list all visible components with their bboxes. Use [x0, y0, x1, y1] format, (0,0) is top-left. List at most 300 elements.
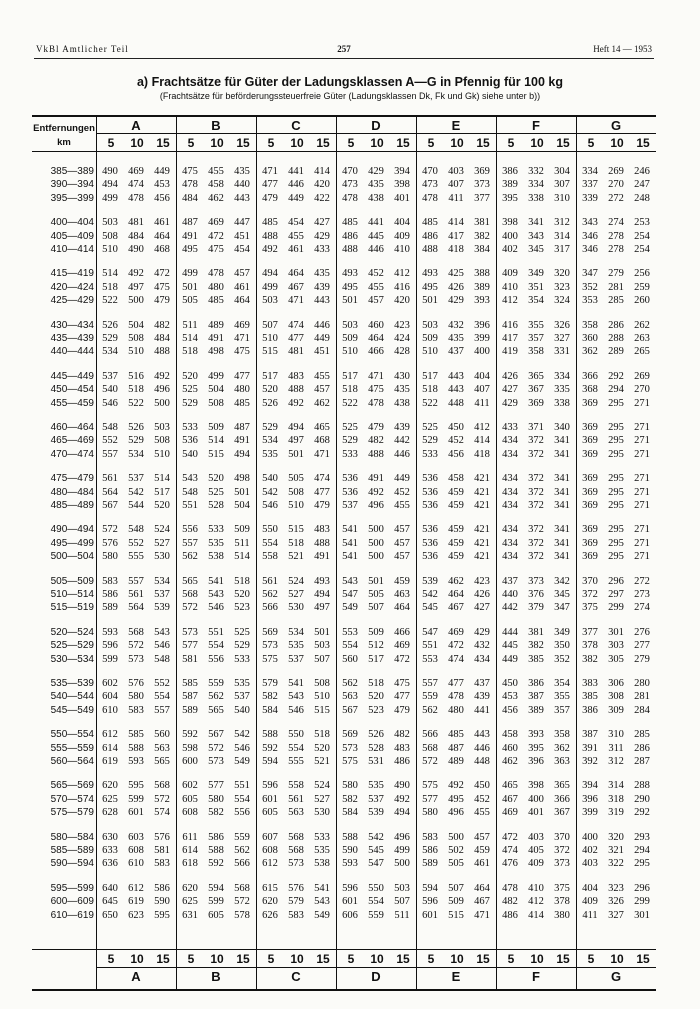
rate-value: 449 — [288, 192, 304, 204]
rate-value: 626 — [262, 909, 278, 921]
rate-value: 271 — [634, 422, 650, 433]
rate-value: 421 — [474, 500, 490, 511]
rate-value: 459 — [448, 500, 464, 511]
rate-value: 494 — [394, 807, 410, 819]
rate-value: 551 — [234, 780, 250, 792]
rate-value: 271 — [634, 397, 650, 409]
rate-value: 615 — [262, 882, 278, 894]
rate-value: 620 — [102, 780, 118, 792]
rate-value: 322 — [608, 858, 624, 870]
rate-value: 509 — [422, 333, 438, 344]
rate-value: 517 — [368, 653, 384, 665]
rate-value: 599 — [128, 793, 144, 805]
rate-value: 312 — [608, 756, 624, 767]
distance-range: 470—474 — [50, 448, 94, 460]
rate-value: 421 — [474, 537, 490, 549]
rate-value: 495 — [422, 281, 438, 293]
rate-value: 340 — [554, 422, 570, 433]
rate-value: 497 — [128, 281, 144, 293]
rate-value: 501 — [342, 295, 358, 307]
rate-value: 605 — [208, 909, 224, 921]
zone-label: 10 — [130, 952, 144, 966]
rate-value: 533 — [342, 448, 358, 460]
rate-value: 509 — [208, 422, 224, 433]
rate-value: 434 — [502, 448, 518, 460]
rate-value: 601 — [262, 793, 278, 805]
rate-value: 569 — [342, 729, 358, 741]
rate-value: 292 — [634, 807, 650, 819]
header-divider — [96, 133, 656, 134]
rate-value: 463 — [394, 589, 410, 600]
page-title: a) Frachtsätze für Güter der Ladungsklassen A—G in Pfennig für 100 kg — [136, 75, 564, 89]
rate-value: 323 — [608, 882, 624, 894]
rate-value: 515 — [448, 909, 464, 921]
rate-value: 457 — [394, 524, 410, 536]
rate-value: 391 — [582, 742, 598, 754]
rate-value: 486 — [502, 909, 518, 921]
distance-range: 430—434 — [50, 319, 94, 331]
rate-value: 628 — [102, 807, 118, 819]
rate-value: 443 — [234, 192, 250, 204]
rate-value: 479 — [314, 500, 330, 511]
rate-value: 540 — [234, 704, 250, 716]
rate-value: 485 — [448, 729, 464, 741]
zone-label: 10 — [530, 952, 544, 966]
rate-value: 551 — [422, 640, 438, 652]
rate-value: 483 — [394, 742, 410, 754]
rate-value: 579 — [262, 678, 278, 689]
rate-value: 520 — [182, 370, 198, 382]
rate-value: 389 — [502, 179, 518, 191]
rate-value: 393 — [528, 729, 544, 741]
rate-value: 575 — [262, 653, 278, 665]
rate-value: 537 — [128, 473, 144, 485]
rate-value: 562 — [182, 551, 198, 563]
rate-value: 482 — [502, 896, 518, 908]
rate-value: 396 — [582, 793, 598, 805]
rate-value: 429 — [448, 295, 464, 307]
zone-label: 15 — [236, 136, 250, 150]
rate-value: 505 — [368, 589, 384, 600]
rate-value: 434 — [502, 486, 518, 498]
zone-label: 5 — [587, 136, 595, 150]
rate-value: 575 — [422, 780, 438, 792]
rate-value: 345 — [528, 244, 544, 255]
rate-value: 479 — [154, 295, 170, 307]
rate-value: 504 — [128, 319, 144, 331]
rate-value: 479 — [262, 192, 278, 204]
rate-value: 517 — [262, 370, 278, 382]
rate-value: 501 — [288, 448, 304, 460]
rate-value: 509 — [448, 896, 464, 908]
rate-value: 595 — [154, 909, 170, 921]
rate-value: 369 — [582, 473, 598, 485]
rate-value: 503 — [342, 319, 358, 331]
rate-value: 465 — [502, 780, 518, 792]
distance-range: 450—454 — [50, 384, 94, 396]
rate-value: 614 — [182, 845, 198, 856]
rate-value: 533 — [208, 524, 224, 536]
rate-value: 557 — [182, 537, 198, 549]
rate-value: 459 — [394, 575, 410, 587]
rate-value: 455 — [208, 166, 224, 177]
rate-value: 525 — [182, 384, 198, 396]
rate-value: 572 — [154, 793, 170, 805]
rate-value: 449 — [314, 333, 330, 344]
rate-value: 536 — [422, 486, 438, 498]
rate-value: 530 — [154, 551, 170, 563]
rate-value: 276 — [634, 626, 650, 638]
rate-value: 306 — [608, 678, 624, 689]
zone-label: 10 — [210, 136, 224, 150]
class-footer-F: F — [532, 969, 540, 984]
rate-value: 387 — [528, 691, 544, 703]
zone-label: 10 — [370, 952, 384, 966]
rate-value: 541 — [342, 551, 358, 563]
rate-value: 410 — [394, 244, 410, 255]
rate-value: 520 — [262, 384, 278, 396]
rate-value: 585 — [182, 678, 198, 689]
rate-value: 488 — [422, 244, 438, 255]
zone-label: 15 — [396, 952, 410, 966]
rate-value: 541 — [342, 537, 358, 549]
rate-value: 511 — [234, 537, 250, 549]
rate-value: 260 — [634, 295, 650, 307]
rate-value: 271 — [634, 500, 650, 511]
rate-value: 346 — [582, 230, 598, 242]
rate-value: 392 — [582, 756, 598, 767]
rate-value: 501 — [182, 281, 198, 293]
rate-value: 486 — [342, 230, 358, 242]
zone-label: 5 — [107, 136, 115, 150]
rate-value: 499 — [182, 268, 198, 280]
rate-value: 527 — [288, 589, 304, 600]
rate-value: 450 — [474, 780, 490, 792]
table-row — [32, 729, 656, 742]
rate-value: 460 — [502, 742, 518, 754]
rate-value: 369 — [582, 551, 598, 563]
rate-value: 540 — [102, 384, 118, 396]
rate-value: 518 — [288, 537, 304, 549]
rate-value: 565 — [154, 756, 170, 767]
class-header-F: F — [532, 118, 540, 133]
distance-range: 575—579 — [50, 807, 94, 819]
rate-value: 568 — [288, 845, 304, 856]
rate-value: 501 — [368, 575, 384, 587]
km-header: Entfernungen — [33, 123, 95, 134]
rate-value: 569 — [262, 626, 278, 638]
table-row — [32, 473, 656, 486]
rate-value: 460 — [368, 319, 384, 331]
rate-value: 324 — [554, 295, 570, 307]
rate-value: 608 — [262, 845, 278, 856]
table-row — [32, 371, 656, 384]
rate-value: 429 — [474, 626, 490, 638]
rate-value: 285 — [608, 295, 624, 307]
rate-value: 478 — [342, 192, 358, 204]
rate-value: 284 — [634, 704, 650, 716]
rate-value: 381 — [528, 626, 544, 638]
distance-range: 580—584 — [50, 831, 94, 843]
zone-label: 5 — [187, 952, 195, 966]
rate-value: 508 — [314, 678, 330, 689]
rate-value: 520 — [208, 473, 224, 485]
rate-value: 457 — [314, 384, 330, 396]
rate-value: 541 — [288, 678, 304, 689]
rate-value: 492 — [288, 397, 304, 409]
rate-value: 271 — [634, 435, 650, 447]
table-row — [32, 268, 656, 281]
rate-value: 369 — [474, 166, 490, 177]
class-footer-B: B — [211, 969, 221, 984]
rate-value: 558 — [262, 551, 278, 563]
rate-value: 500 — [128, 295, 144, 307]
rate-value: 286 — [634, 742, 650, 754]
rate-value: 518 — [342, 384, 358, 396]
rate-value: 499 — [394, 845, 410, 856]
rate-value: 400 — [474, 346, 490, 358]
rate-value: 314 — [608, 780, 624, 792]
rate-value: 443 — [448, 384, 464, 396]
rate-value: 474 — [288, 319, 304, 331]
rate-value: 386 — [528, 678, 544, 689]
rate-value: 592 — [182, 729, 198, 741]
rate-value: 475 — [182, 166, 198, 177]
rate-value: 588 — [342, 831, 358, 843]
rate-value: 440 — [234, 179, 250, 191]
rate-value: 515 — [314, 704, 330, 716]
distance-range: 510—514 — [50, 589, 94, 600]
rate-value: 411 — [582, 909, 598, 921]
rate-value: 524 — [314, 780, 330, 792]
page-number: 257 — [337, 44, 351, 54]
distance-range: 565—569 — [50, 780, 94, 792]
rate-value: 500 — [154, 397, 170, 409]
rate-value: 522 — [128, 397, 144, 409]
rate-value: 452 — [394, 486, 410, 498]
rate-value: 495 — [448, 793, 464, 805]
rate-value: 341 — [554, 537, 570, 549]
rate-value: 583 — [154, 858, 170, 870]
rate-value: 471 — [262, 166, 278, 177]
rate-value: 577 — [182, 640, 198, 652]
rate-value: 548 — [102, 422, 118, 433]
table-row — [32, 691, 656, 704]
rate-value: 370 — [582, 575, 598, 587]
rate-value: 510 — [128, 346, 144, 358]
rate-value: 562 — [422, 704, 438, 716]
rate-value: 536 — [422, 551, 438, 563]
rate-value: 507 — [368, 602, 384, 614]
rate-value: 488 — [368, 448, 384, 460]
rate-value: 285 — [634, 729, 650, 741]
rate-value: 434 — [502, 551, 518, 563]
rate-value: 593 — [102, 626, 118, 638]
rate-value: 561 — [102, 473, 118, 485]
rate-value: 395 — [528, 742, 544, 754]
rate-value: 496 — [154, 384, 170, 396]
table-row — [32, 193, 656, 206]
table-row — [32, 282, 656, 295]
rate-value: 464 — [154, 230, 170, 242]
distance-range: 425—429 — [50, 295, 94, 307]
rate-value: 429 — [314, 230, 330, 242]
zone-label: 15 — [636, 952, 650, 966]
rate-value: 557 — [128, 575, 144, 587]
rate-value: 510 — [314, 691, 330, 703]
class-footer-D: D — [371, 969, 381, 984]
rate-value: 537 — [154, 589, 170, 600]
rate-value: 579 — [288, 896, 304, 908]
rate-value: 421 — [474, 524, 490, 536]
rate-value: 588 — [262, 729, 278, 741]
rate-value: 465 — [314, 422, 330, 433]
rate-value: 410 — [528, 882, 544, 894]
rate-value: 631 — [182, 909, 198, 921]
rate-value: 446 — [394, 448, 410, 460]
rate-value: 272 — [634, 575, 650, 587]
rate-value: 490 — [394, 780, 410, 792]
rate-value: 414 — [474, 435, 490, 447]
rate-value: 565 — [208, 704, 224, 716]
rate-value: 487 — [448, 742, 464, 754]
rate-value: 271 — [634, 486, 650, 498]
rate-value: 383 — [582, 678, 598, 689]
rate-value: 496 — [368, 500, 384, 511]
rate-value: 398 — [502, 217, 518, 229]
rate-value: 543 — [208, 589, 224, 600]
rate-value: 396 — [528, 756, 544, 767]
rate-value: 562 — [262, 589, 278, 600]
rate-value: 575 — [342, 756, 358, 767]
rate-value: 349 — [554, 626, 570, 638]
rate-value: 372 — [528, 435, 544, 447]
rate-value: 523 — [368, 704, 384, 716]
rate-value: 518 — [422, 384, 438, 396]
rate-value: 494 — [234, 448, 250, 460]
rate-value: 472 — [448, 640, 464, 652]
rate-value: 572 — [128, 640, 144, 652]
table-row — [32, 231, 656, 244]
rate-value: 485 — [342, 217, 358, 229]
zone-label: 5 — [347, 136, 355, 150]
rate-value: 573 — [128, 653, 144, 665]
rate-value: 393 — [474, 295, 490, 307]
header-bottom-line — [32, 151, 656, 152]
rate-value: 546 — [234, 742, 250, 754]
rate-value: 437 — [502, 575, 518, 587]
rate-value: 580 — [342, 780, 358, 792]
table-row — [32, 576, 656, 589]
rate-value: 535 — [288, 640, 304, 652]
rate-value: 488 — [154, 346, 170, 358]
rate-value: 586 — [102, 589, 118, 600]
table-row — [32, 896, 656, 909]
rate-value: 427 — [474, 602, 490, 614]
rate-value: 518 — [234, 575, 250, 587]
rate-value: 494 — [102, 179, 118, 191]
distance-range: 400—404 — [50, 217, 94, 229]
rate-value: 484 — [128, 230, 144, 242]
rate-value: 412 — [474, 422, 490, 433]
rate-value: 469 — [128, 166, 144, 177]
rate-value: 456 — [502, 704, 518, 716]
rate-value: 580 — [102, 551, 118, 563]
distance-range: 570—574 — [50, 793, 94, 805]
rate-value: 253 — [634, 217, 650, 229]
distance-range: 520—524 — [50, 626, 94, 638]
rate-value: 481 — [288, 346, 304, 358]
rate-value: 556 — [208, 653, 224, 665]
rate-value: 586 — [422, 845, 438, 856]
rate-value: 434 — [474, 653, 490, 665]
rate-value: 510 — [288, 500, 304, 511]
rate-value: 349 — [528, 268, 544, 280]
rate-value: 452 — [368, 268, 384, 280]
rate-value: 572 — [234, 896, 250, 908]
rate-value: 500 — [368, 524, 384, 536]
rate-value: 500 — [448, 831, 464, 843]
rate-value: 295 — [608, 435, 624, 447]
rate-value: 370 — [554, 831, 570, 843]
rate-value: 545 — [422, 602, 438, 614]
rate-value: 363 — [554, 756, 570, 767]
rate-value: 525 — [422, 422, 438, 433]
rate-value: 514 — [154, 473, 170, 485]
rate-value: 401 — [528, 807, 544, 819]
class-footer-E: E — [451, 969, 461, 984]
rate-value: 445 — [502, 640, 518, 652]
rate-value: 334 — [582, 166, 598, 177]
rate-value: 490 — [128, 244, 144, 255]
rate-value: 478 — [208, 268, 224, 280]
rate-value: 612 — [128, 882, 144, 894]
distance-range: 590—594 — [50, 858, 94, 870]
rate-value: 608 — [128, 845, 144, 856]
rate-value: 509 — [234, 524, 250, 536]
rate-value: 443 — [448, 370, 464, 382]
distance-range: 390—394 — [50, 179, 94, 191]
rate-value: 299 — [634, 896, 650, 908]
rate-value: 536 — [422, 524, 438, 536]
rate-value: 352 — [554, 653, 570, 665]
rate-value: 522 — [342, 397, 358, 409]
rate-value: 358 — [554, 729, 570, 741]
rate-value: 400 — [582, 831, 598, 843]
rate-value: 535 — [262, 448, 278, 460]
rate-value: 538 — [314, 858, 330, 870]
rate-value: 369 — [582, 537, 598, 549]
rate-value: 502 — [448, 845, 464, 856]
zone-label: 15 — [236, 952, 250, 966]
rate-value: 480 — [234, 384, 250, 396]
rate-value: 341 — [554, 551, 570, 563]
rate-value: 546 — [208, 602, 224, 614]
rate-value: 293 — [634, 831, 650, 843]
rate-value: 430 — [394, 370, 410, 382]
rate-value: 577 — [422, 793, 438, 805]
rate-value: 592 — [208, 858, 224, 870]
rate-value: 588 — [128, 742, 144, 754]
distance-range: 440—444 — [50, 346, 94, 358]
rate-value: 262 — [634, 319, 650, 331]
rate-value: 411 — [448, 192, 464, 204]
rate-value: 292 — [608, 370, 624, 382]
rate-value: 614 — [102, 742, 118, 754]
rate-value: 382 — [582, 653, 598, 665]
rate-value: 402 — [502, 244, 518, 255]
rate-value: 246 — [634, 166, 650, 177]
